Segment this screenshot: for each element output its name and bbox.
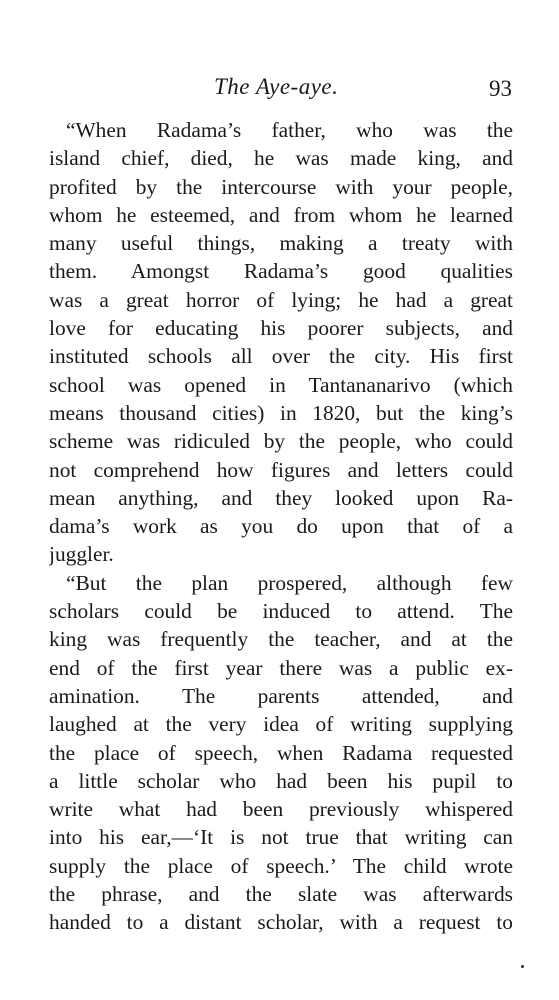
text-line: many useful things, making a treaty with [49, 231, 513, 256]
text-line: profited by the intercourse with your people, [49, 174, 513, 199]
running-title: The Aye-aye. [214, 74, 339, 99]
text-line: the phrase, and the slate was afterwards [49, 882, 513, 907]
text-line: king was frequently the teacher, and at the [49, 627, 513, 652]
text-line: whom he esteemed, and from whom he learned [49, 202, 513, 227]
text-line: school was opened in Tantananarivo (which [49, 372, 513, 397]
text-line: handed to a distant scholar, with a request to [49, 910, 513, 935]
text-line: not comprehend how figures and letters could [49, 457, 513, 482]
text-line: a little scholar who had been his pupil to [49, 768, 513, 793]
print-speck [521, 965, 524, 968]
text-line: write what had been previously whispered [49, 797, 513, 822]
page-number: 93 [489, 76, 512, 101]
text-line: scholars could be induced to attend. The [49, 599, 513, 624]
text-line: mean anything, and they looked upon Ra- [49, 485, 513, 510]
text-line: island chief, died, he was made king, and [49, 146, 513, 171]
text-line: means thousand cities) in 1820, but the king’s [49, 400, 513, 425]
text-line: them. Amongst Radama’s good qualities [49, 259, 513, 284]
text-line: dama’s work as you do upon that of a [49, 514, 513, 539]
text-line: the place of speech, when Radama requested [49, 740, 513, 765]
text-line: “When Radama’s father, who was the [66, 118, 513, 142]
text-line: scheme was ridiculed by the people, who could [49, 429, 513, 454]
text-line: was a great horror of lying; he had a great [49, 287, 513, 312]
text-line: instituted schools all over the city. His first [49, 344, 513, 369]
text-line: amination. The parents attended, and [49, 683, 513, 708]
body-text [49, 116, 513, 937]
text-line: love for educating his poorer subjects, and [49, 316, 513, 341]
text-line: juggler. [49, 542, 114, 567]
page-header [0, 74, 559, 104]
text-line: laughed at the very idea of writing supplying [49, 712, 513, 737]
text-line: into his ear,—‘It is not true that writing can [49, 825, 513, 850]
text-line: end of the first year there was a public ex- [49, 655, 513, 680]
text-line: “But the plan prospered, although few [66, 570, 513, 595]
text-line: supply the place of speech.’ The child wrote [49, 853, 513, 878]
